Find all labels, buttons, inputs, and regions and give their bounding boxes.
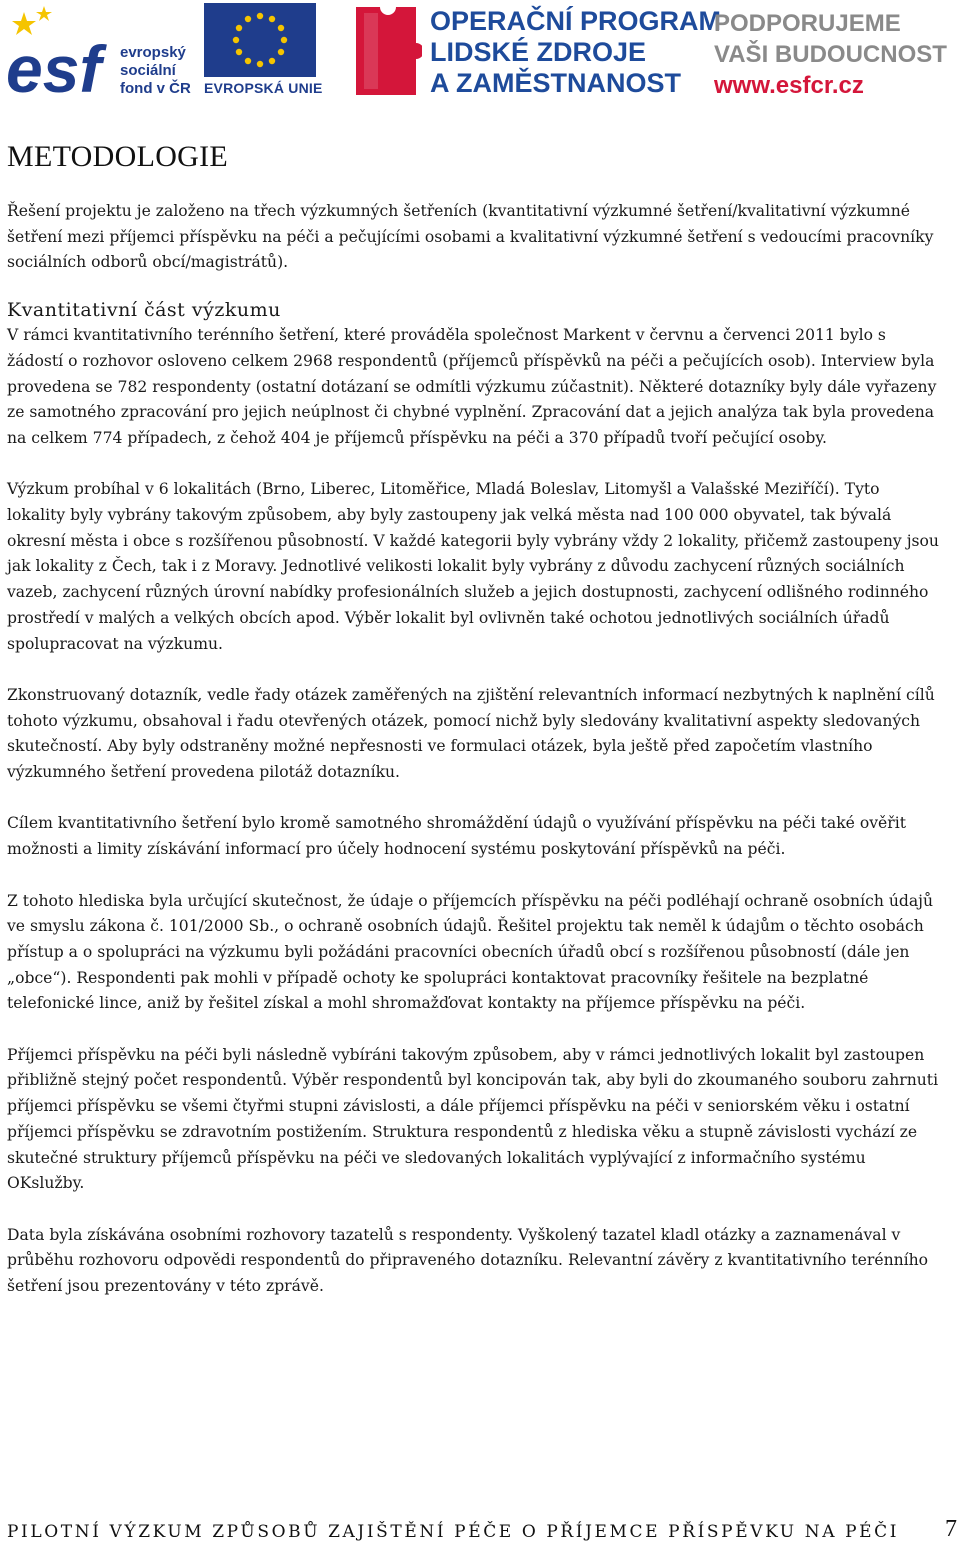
- section-title: Kvantitativní část výzkumu: [7, 299, 281, 322]
- footer-title: PILOTNÍ VÝZKUM ZPŮSOBŮ ZAJIŠTĚNÍ PÉČE O PŘÍJEMCE PŘÍSPĚVKU NA PÉČI: [7, 1522, 900, 1542]
- logo-header: [0, 0, 960, 106]
- paragraph: Příjemci příspěvku na péči byli následně vybíráni takovým způsobem, aby v rámci jednotlivých lokalit byl zastoupen přibližně stejný počet respondentů. Výběr respondentů byl koncipován tak, aby byli do zkoumaného souboru zahrnuti příjemci příspěvku se všemi čtyřmi stupni závislosti, a dále příjemci příspěvku na péči v seniorském věku i ostatní příjemci příspěvku se zdravotním postižením. Struktura respondentů z hlediska věku a stupně závislosti vychází ze skutečné struktury příjemců příspěvku na péči ve sledovaných lokalitách vyplývající z informačního systému OKslužby.: [7, 1045, 939, 1193]
- support-slogan: PODPORUJEME VAŠI BUDOUCNOST www.esfcr.cz: [714, 10, 947, 99]
- esf-wordmark: evropský sociální fond v ČR: [120, 44, 191, 97]
- document-body: [7, 140, 942, 1300]
- svg-text:esf: esf: [6, 32, 102, 99]
- eu-flag-icon: [204, 3, 316, 77]
- eu-label: EVROPSKÁ UNIE: [204, 80, 323, 96]
- paragraph: V rámci kvantitativního terénního šetření, které prováděla společnost Markent v červnu a červenci 2011 bylo s žádostí o rozhovor osloveno celkem 2968 respondentů (příjemců příspěvků na péči a pečujících osob). Interview byla provedena se 782 respondenty (ostatní dotázaní se odmítli výzkumu zúčastnit). Některé dotazníky byly dále vyřazeny ze samotného zpracování pro jejich neúplnost či chybné vyplnění. Zpracování dat a jejich analýza tak byla provedena na celkem 774 případech, z čehož 404 je příjemců příspěvku na péči a 370 případů tvoří pečující osoby.: [7, 326, 937, 447]
- paragraph: Zkonstruovaný dotazník, vedle řady otázek zaměřených na zjištění relevantních informací nezbytných k naplnění cílů tohoto výzkumu, obsahoval i řadu otevřených otázek, pomocí nichž byly sledovány kvalitativní aspekty sledovaných skutečností. Aby byly odstraněny možné nepřesnosti ve formulaci otázek, byla ještě před započetím vlastního výzkumného šetření provedena pilotáž dotazníku.: [7, 685, 935, 782]
- paragraph: Z tohoto hlediska byla určující skutečnost, že údaje o příjemcích příspěvku na péči podléhají ochraně osobních údajů ve smyslu zákona č. 101/2000 Sb., o ochraně osobních údajů. Řešitel projektu tak neměl k údajům o těchto osobách přístup a o spolupráci na výzkumu byli požádáni pracovníci obecních úřadů obcí s rozšířenou působností (dále jen „obce“). Respondenti pak mohli v případě ochoty ke spolupráci kontaktovat pracovníky řešitele na bezplatné telefonické lince, aniž by řešitel získal a mohl shromažďovat kontakty na příjemce příspěvku na péči.: [7, 891, 934, 1013]
- page-footer: [7, 1518, 957, 1546]
- paragraph: Cílem kvantitativního šetření bylo kromě samotného shromáždění údajů o využívání příspěvku na péči také ověřit možnosti a limity získávání informací pro účely hodnocení systému poskytování příspěvků na péči.: [7, 814, 906, 859]
- esfcr-link[interactable]: www.esfcr.cz: [714, 72, 864, 99]
- page-title: METODOLOGIE: [7, 140, 229, 173]
- intro-paragraph: Řešení projektu je založeno na třech výzkumných šetřeních (kvantitativní výzkumné šetření/kvalitativní výzkumné šetření mezi příjemci příspěvku na péči a pečujícími osobami a kvalitativní výzkumné šetření s vedoucími pracovníky sociálních odborů obcí/magistrátů).: [7, 202, 934, 272]
- op-program-title: OPERAČNÍ PROGRAM LIDSKÉ ZDROJE A ZAMĚSTNANOST: [430, 6, 722, 98]
- paragraph: Data byla získávána osobními rozhovory tazatelů s respondenty. Vyškolený tazatel kladl otázky a zaznamenával v průběhu rozhovoru odpovědi respondentů do připraveného dotazníku. Relevantní závěry z kvantitativního terénního šetření jsou prezentovány v této zprávě.: [7, 1225, 929, 1296]
- paragraph: Výzkum probíhal v 6 lokalitách (Brno, Liberec, Litoměřice, Mladá Boleslav, Litomyšl a Valašské Meziříčí). Tyto lokality byly vybrány takovým způsobem, aby byly zastoupeny jak velká města nad 100 000 obyvatel, tak bývalá okresní města i obce s rozšířenou působností. V každé kategorii byly vybrány vždy 2 lokality, přičemž zastoupeny jsou jak lokality z Čech, tak i z Moravy. Jednotlivé velikosti lokalit byly vybrány z důvodu zachycení různých sociálních vazeb, zachycení různých úrovní nabídky profesionálních služeb a jejich dostupnosti, zachycení odlišného rodinného prostředí v malých a velkých obcích apod. Výběr lokalit byl ovlivněn také ochotou jednotlivých sociálních úřadů spolupracovat na výzkumu.: [7, 480, 939, 653]
- esf-logo-icon: [4, 4, 114, 99]
- puzzle-icon: [350, 3, 422, 99]
- page-number: 7: [945, 1516, 957, 1542]
